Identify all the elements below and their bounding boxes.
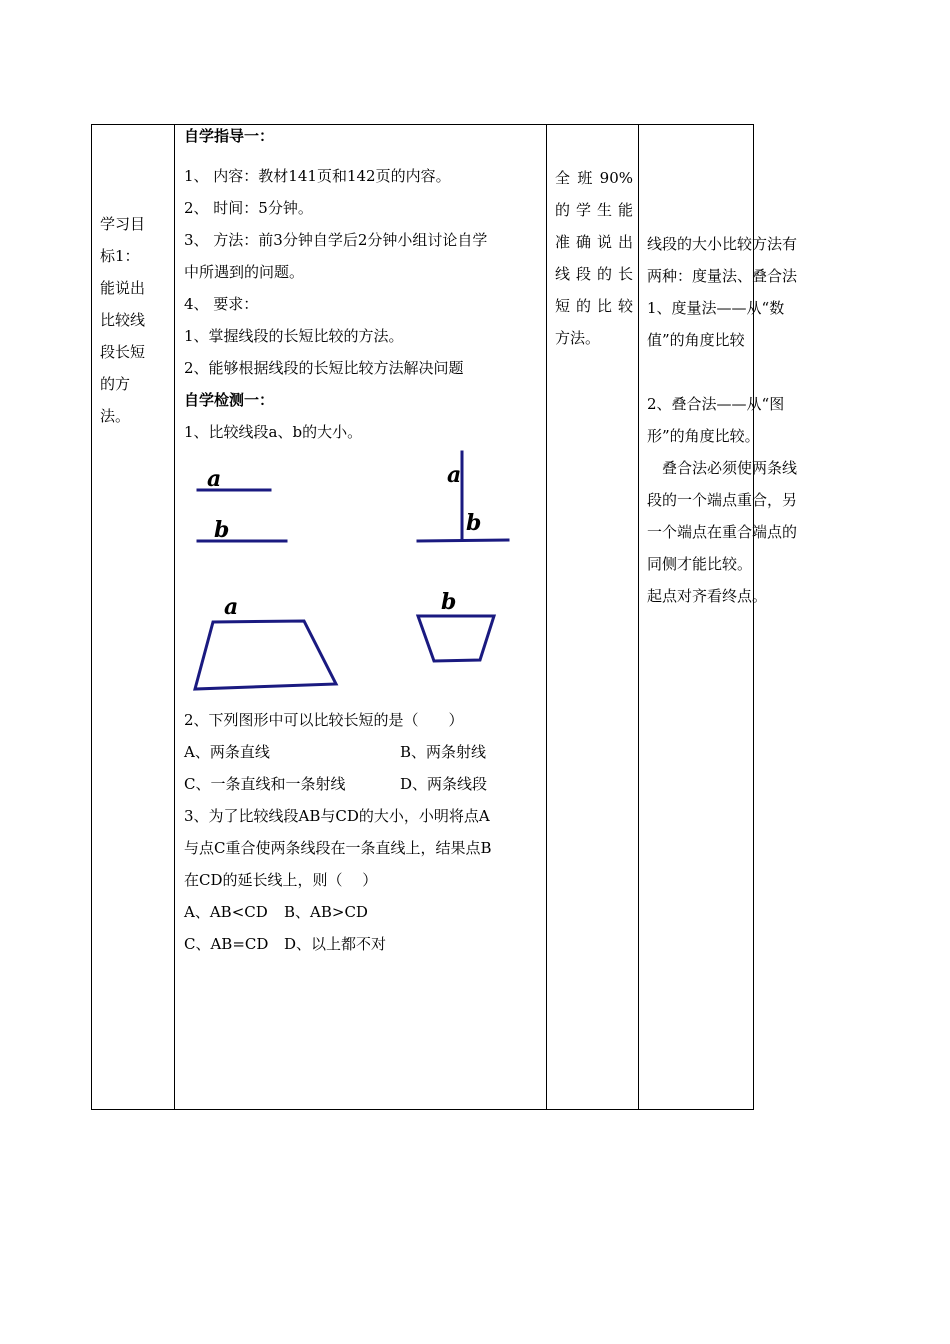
option-item: B、AB>CD <box>284 903 368 921</box>
guide-item: 1、 内容：教材141页和142页的内容。 <box>184 167 451 185</box>
objective-line: 标1： <box>100 247 140 265</box>
figure-label-a: a <box>447 462 462 488</box>
option-row <box>184 928 544 960</box>
large-trapezoid-shape <box>195 621 336 689</box>
question-3-line: 在CD的延长线上，则（ ） <box>184 871 378 889</box>
guide-item: 中所遇到的问题。 <box>184 263 305 281</box>
evaluation-line: 的学生能 <box>555 201 633 219</box>
question-2: 2、下列图形中可以比较长短的是（ ） <box>184 711 464 729</box>
option-row <box>184 768 544 800</box>
evaluation-line: 准确说出 <box>555 233 633 251</box>
small-trapezoid-shape <box>418 616 494 661</box>
check-heading: 自学检测一： <box>184 391 275 409</box>
option-item: D、两条线段 <box>400 775 488 793</box>
note-line: 一个端点在重合端点的 <box>647 523 798 541</box>
figure-label-b: b <box>214 517 230 543</box>
evaluation-line: 线段的长 <box>555 265 633 283</box>
objective-line: 的方 <box>100 375 131 393</box>
guide-item: 3、 方法：前3分钟自学后2分钟小组讨论自学 <box>184 231 488 249</box>
note-line: 段的一个端点重合，另 <box>647 491 798 509</box>
evaluation-line: 方法。 <box>555 329 601 347</box>
objective-line: 学习目 <box>100 215 146 233</box>
note-line: 同侧才能比较。 <box>647 555 753 573</box>
note-line: 两种：度量法、叠合法 <box>647 267 798 285</box>
notes-cell <box>647 228 827 612</box>
objective-line: 法。 <box>100 407 131 425</box>
option-item: B、两条射线 <box>400 743 487 761</box>
question-3-line: 与点C重合使两条线段在一条直线上，结果点B <box>184 839 492 857</box>
figure-label-a: a <box>207 466 222 492</box>
figure-label-a: a <box>224 594 239 620</box>
guide-heading: 自学指导一： <box>184 127 275 145</box>
note-line: 线段的大小比较方法有 <box>647 235 798 253</box>
note-line: 2、叠合法——从“图 <box>647 395 785 413</box>
guide-item: 2、 时间：5分钟。 <box>184 199 313 217</box>
option-item: A、两条直线 <box>184 743 270 761</box>
note-line: 形”的角度比较。 <box>647 427 760 445</box>
note-line: 叠合法必须使两条线 <box>647 459 798 477</box>
objective-line: 比较线 <box>100 311 146 329</box>
question-3-line: 3、为了比较线段AB与CD的大小，小明将点A <box>184 807 490 825</box>
option-item: C、一条直线和一条射线 <box>184 775 346 793</box>
option-row <box>184 736 544 768</box>
objective-line: 能说出 <box>100 279 146 297</box>
note-line: 起点对齐看终点。 <box>647 587 768 605</box>
question-1: 1、比较线段a、b的大小。 <box>184 423 363 441</box>
option-item: A、AB<CD <box>184 903 268 921</box>
option-item: C、AB=CD <box>184 935 269 953</box>
option-item: D、以上都不对 <box>284 935 387 953</box>
guide-item: 4、 要求： <box>184 295 259 313</box>
questions-block <box>184 704 544 960</box>
note-line: 1、度量法——从“数 <box>647 299 785 317</box>
evaluation-line: 短的比较 <box>555 297 633 315</box>
note-line <box>647 356 827 388</box>
figure-label-b: b <box>466 510 482 536</box>
evaluation-cell <box>555 162 633 354</box>
evaluation-line: 全 班 90% <box>555 169 633 187</box>
segment-b-horizontal-line <box>418 540 508 541</box>
option-row <box>184 896 544 928</box>
objective-line: 段长短 <box>100 343 146 361</box>
note-line: 值”的角度比较 <box>647 331 745 349</box>
guide-item: 1、掌握线段的长短比较的方法。 <box>184 327 404 345</box>
guide-item: 2、能够根据线段的长短比较方法解决问题 <box>184 359 464 377</box>
figure-label-b: b <box>441 589 457 615</box>
